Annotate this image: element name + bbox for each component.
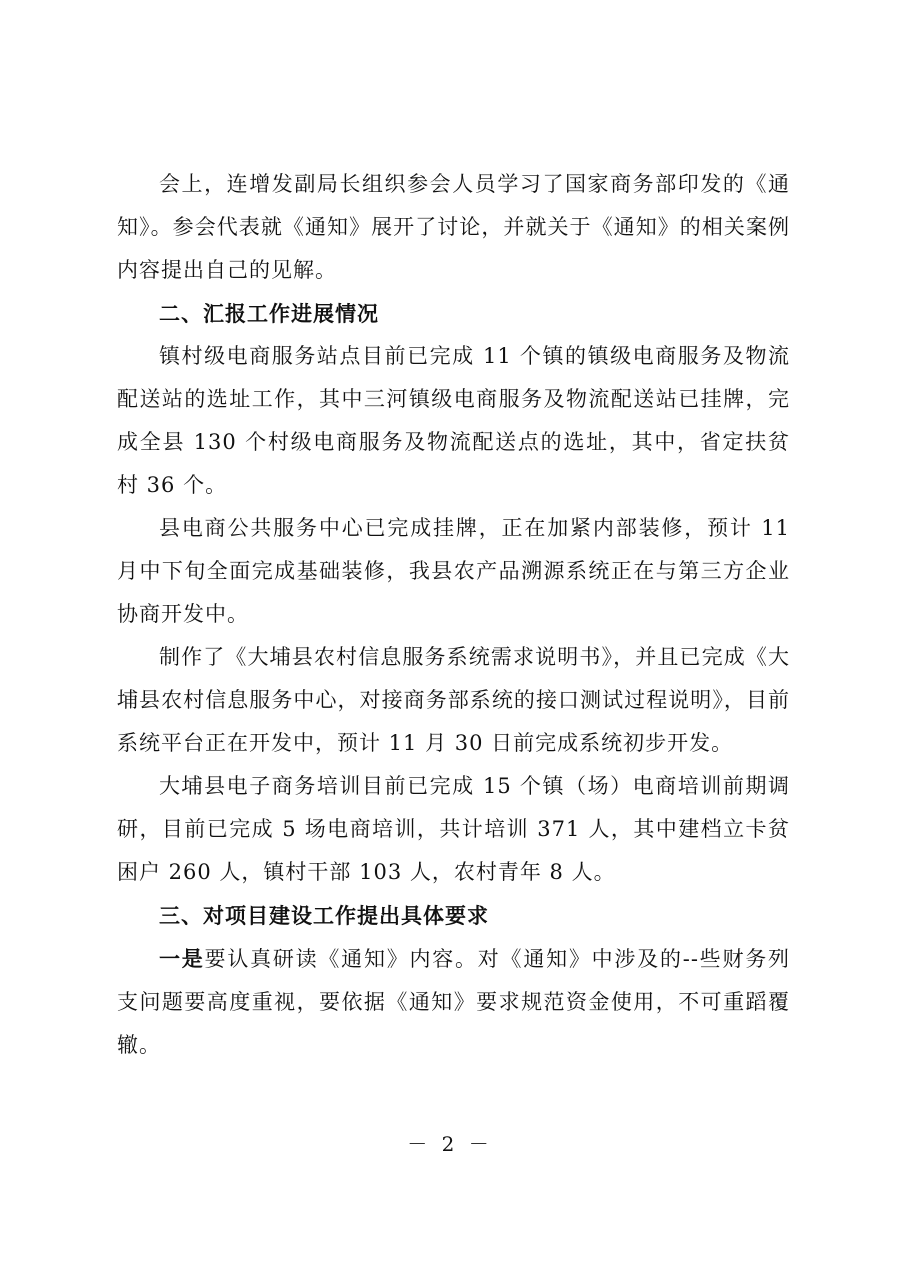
document-body [117,163,790,1067]
paragraph-requirement-one [117,937,790,1067]
requirement-one-text: 要认真研读《通知》内容。对《通知》中涉及的--些财务列支问题要高度重视，要依据《通知》要求规范资金使用，不可重蹈覆辙。 [117,947,790,1057]
paragraph-meeting-study: 会上，连增发副局长组织参会人员学习了国家商务部印发的《通知》。参会代表就《通知》展开了讨论，并就关于《通知》的相关案例内容提出自己的见解。 [117,172,790,282]
paragraph-ecommerce-training: 大埔县电子商务培训目前已完成 15 个镇（场）电商培训前期调研，目前已完成 5 场电商培训，共计培训 371 人，其中建档立卡贫困户 260 人，镇村干部 103 人，农村青年 8 人。 [117,774,790,884]
paragraph-service-stations: 镇村级电商服务站点目前已完成 11 个镇的镇级电商服务及物流配送站的选址工作，其中三河镇级电商服务及物流配送站已挂牌，完成全县 130 个村级电商服务及物流配送点的选址，其中，省定扶贫村 36 个。 [117,344,790,497]
page-number: － 2 － [407,1132,493,1156]
requirement-lead: 一是 [159,946,205,971]
paragraph-public-service-center: 县电商公共服务中心已完成挂牌，正在加紧内部装修，预计 11 月中下旬全面完成基础装修，我县农产品溯源系统正在与第三方企业协商开发中。 [117,516,790,626]
paragraph-information-system: 制作了《大埔县农村信息服务系统需求说明书》，并且已完成《大埔县农村信息服务中心，对接商务部系统的接口测试过程说明》，目前系统平台正在开发中，预计 11 月 30 日前完成系统初步开发。 [117,645,790,755]
section-heading-requirements: 三、对项目建设工作提出具体要求 [159,903,489,928]
section-heading-progress-report: 二、汇报工作进展情况 [159,301,379,326]
